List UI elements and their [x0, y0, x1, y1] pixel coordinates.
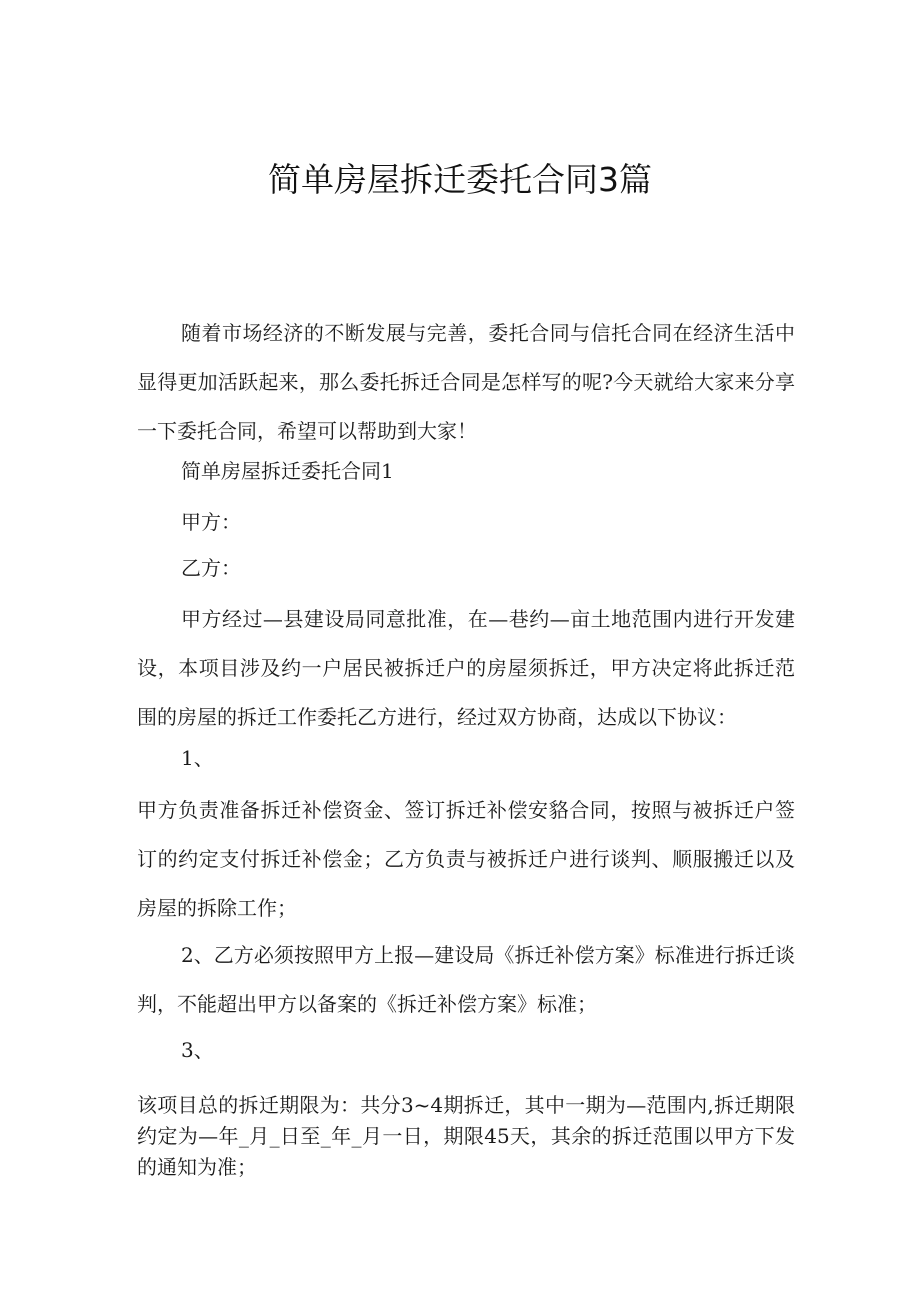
clause-1-number: 1、 — [181, 746, 214, 770]
document-title: 简单房屋拆迁委托合同3篇 — [268, 160, 652, 199]
clause-2-text: 2、乙方必须按照甲方上报—建设局《拆迁补偿方案》标准进行拆迁谈判，不能超出甲方以备案的《拆迁补偿方案》标准； — [137, 943, 795, 1016]
contract-subtitle: 简单房屋拆迁委托合同1 — [181, 459, 394, 483]
intro-paragraph: 随着市场经济的不断发展与完善，委托合同与信托合同在经济生活中显得更加活跃起来，那么委托拆迁合同是怎样写的呢?今天就给大家来分享一下委托合同，希望可以帮助到大家！ — [137, 321, 795, 443]
clause-1-text: 甲方负责准备拆迁补偿资金、签订拆迁补偿安貉合同，按照与被拆迁户签订的约定支付拆迁补偿金；乙方负责与被拆迁户进行谈判、顺服搬迁以及房屋的拆除工作； — [137, 798, 795, 920]
clause-3-text: 该项目总的拆迁期限为：共分3~4期拆迁，其中一期为—范围内,拆迁期限约定为—年_月_日至_年_月一日，期限45天，其余的拆迁范围以甲方下发的通知为准； — [137, 1093, 795, 1179]
preamble-paragraph: 甲方经过—县建设局同意批准，在—巷约—亩土地范围内进行开发建设，本项目涉及约一户居民被拆迁户的房屋须拆迁，甲方决定将此拆迁范围的房屋的拆迁工作委托乙方进行，经过双方协商，达成以下协议： — [137, 607, 795, 729]
party-a-label: 甲方： — [181, 510, 241, 534]
party-b-label: 乙方： — [181, 556, 241, 580]
clause-3-number: 3、 — [181, 1038, 214, 1062]
